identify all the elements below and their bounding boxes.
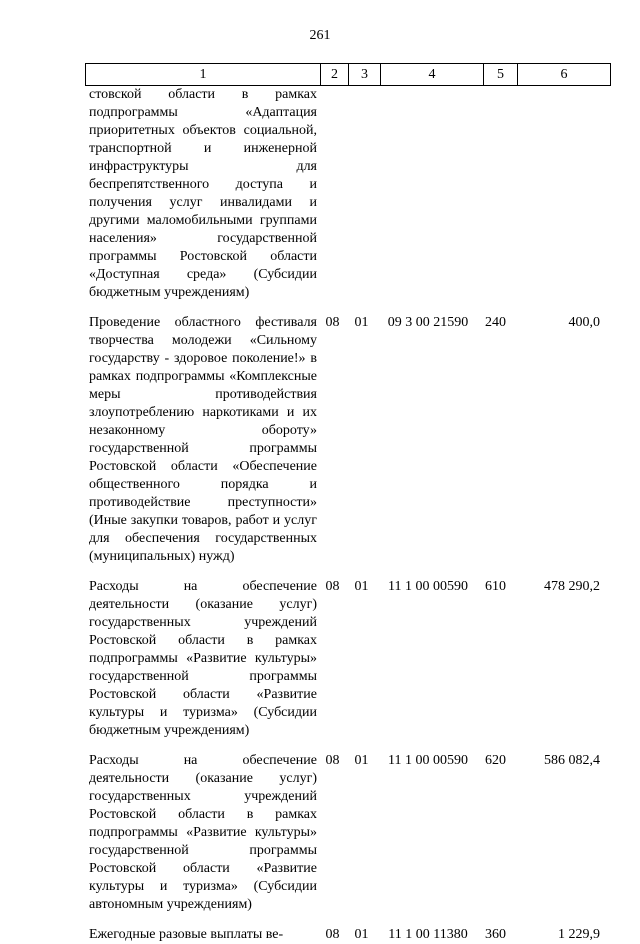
header-col-5: 5 [484, 64, 518, 86]
row-subsection: 01 [354, 927, 369, 942]
row-amount: 586 082,4 [544, 753, 600, 768]
row-section: 08 [325, 579, 340, 594]
header-col-4: 4 [381, 64, 484, 86]
row-amount: 478 290,2 [544, 579, 600, 594]
row-description: Проведение областного фестиваля творчества молодежи «Сильному государству - здоровое поколение!» в рамках подпрограммы «Комплексные меры противодействия злоупотреблению наркотиками и их незаконному обороту» государственной программы Ростовской области «Обеспечение общественного порядка и противодействие преступности» (Иные закупки товаров, работ и услуг для обеспечения государственных (муниципальных) нужд) [89, 315, 317, 564]
header-col-1: 1 [86, 64, 321, 86]
row-expense-type: 610 [485, 579, 506, 594]
row-expense-type: 360 [485, 927, 506, 942]
row-amount: 400,0 [568, 315, 600, 330]
row-description: Расходы на обеспечение деятельности (оказание услуг) государственных учреждений Ростовской области в рамках подпрограммы «Развитие культуры» государственной программы Ростовской области «Развитие культуры и туризма» (Субсидии автономным учреждениям) [89, 753, 317, 912]
table-row [85, 86, 604, 314]
row-expense-type: 620 [485, 753, 506, 768]
row-target-code: 11 1 00 00590 [388, 579, 468, 594]
row-section: 08 [325, 927, 340, 942]
page-number: 261 [309, 28, 331, 43]
table-row [85, 752, 604, 926]
row-expense-type [479, 86, 512, 314]
column-header-row [85, 63, 611, 86]
header-col-6: 6 [518, 64, 611, 86]
row-section: 08 [325, 315, 340, 330]
row-subsection: 01 [354, 315, 369, 330]
row-subsection: 01 [354, 579, 369, 594]
row-target-code: 11 1 00 11380 [388, 927, 468, 942]
row-expense-type: 240 [485, 315, 506, 330]
table-row [85, 314, 604, 578]
header-col-2: 2 [321, 64, 349, 86]
row-target-code: 11 1 00 00590 [388, 753, 468, 768]
row-target-code: 09 3 00 21590 [387, 315, 469, 330]
budget-table [85, 86, 604, 944]
row-amount: 1 229,9 [558, 927, 600, 942]
row-amount [512, 86, 604, 314]
row-description: стовской области в рамках подпрограммы «Адаптация приоритетных объектов социальной, транспортной и инженерной инфраструктуры для беспрепятственного доступа и получения услуг инвалидами и другими маломобильными группами населения» государственной программы Ростовской области «Доступная среда» (Субсидии бюджетным учреждениям) [89, 87, 317, 300]
table-row [85, 578, 604, 752]
row-description: Ежегодные разовые выплаты ве- [89, 927, 284, 942]
row-section: 08 [325, 753, 340, 768]
row-description: Расходы на обеспечение деятельности (оказание услуг) государственных учреждений Ростовской области в рамках подпрограммы «Развитие культуры» государственной программы Ростовской области «Развитие культуры и туризма» (Субсидии бюджетным учреждениям) [89, 579, 317, 738]
table-row [85, 926, 604, 944]
header-col-3: 3 [349, 64, 381, 86]
row-subsection: 01 [354, 753, 369, 768]
row-target-code [377, 86, 479, 314]
row-section [319, 86, 346, 314]
row-subsection [346, 86, 377, 314]
